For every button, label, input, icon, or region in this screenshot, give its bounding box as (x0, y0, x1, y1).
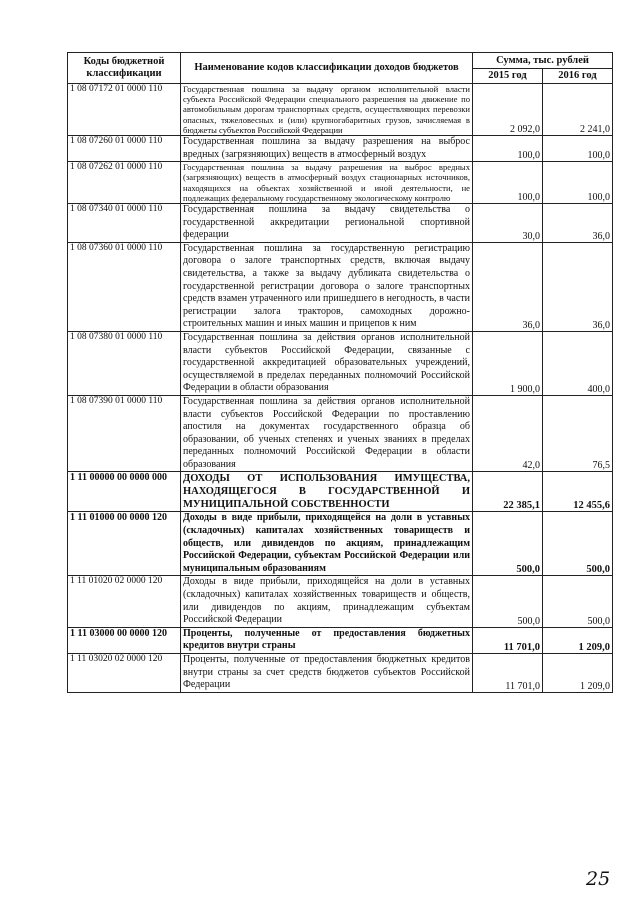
table-row (68, 472, 613, 512)
row-value-2015: 100,0 (473, 136, 543, 162)
row-value-2015: 2 092,0 (473, 84, 543, 136)
table-row (68, 395, 613, 472)
row-value-2015: 11 701,0 (473, 654, 543, 693)
row-code: 1 08 07360 01 0000 110 (68, 242, 181, 331)
table-row (68, 84, 613, 136)
row-code: 1 11 03000 00 0000 120 (68, 627, 181, 653)
row-value-2016: 1 209,0 (543, 627, 613, 653)
header-sum: Сумма, тыс. рублей (473, 53, 613, 69)
row-name: Государственная пошлина за государственную регистрацию договора о залоге транспортных средств, включая выдачу свидетельства, а также за выдачу дубликата свидетельства о государственной регистрации договора о залоге транспортных средств взамен утраченного или пришедшего в негодность, в части регистрации залога тракторов, самоходных дорожно-строительных машин и иных машин и прицепов к ним (181, 242, 473, 331)
row-name: Государственная пошлина за действия органов исполнительной власти субъектов Российской Федерации, связанные с государственной аккредитацией образовательных учреждений, осуществляемой в пределах переданных полномочий Российской Федерации в области образования (181, 331, 473, 395)
row-value-2016: 76,5 (543, 395, 613, 472)
table-row (68, 242, 613, 331)
row-name: Государственная пошлина за выдачу свидетельства о государственной аккредитации региональной спортивной федерации (181, 204, 473, 243)
row-value-2016: 36,0 (543, 242, 613, 331)
row-name: Доходы в виде прибыли, приходящейся на доли в уставных (складочных) капиталах хозяйственных товариществ и обществ, или дивидендов по акциям, принадлежащим Российской Федерации, субъектам Российской Федерации или муниципальным образованиям (181, 512, 473, 576)
table-row (68, 512, 613, 576)
row-code: 1 08 07260 01 0000 110 (68, 136, 181, 162)
table-row (68, 136, 613, 162)
row-value-2016: 2 241,0 (543, 84, 613, 136)
row-code: 1 08 07172 01 0000 110 (68, 84, 181, 136)
row-name: Проценты, полученные от предоставления бюджетных кредитов внутри страны (181, 627, 473, 653)
row-name: Проценты, полученные от предоставления бюджетных кредитов внутри страны за счет средств бюджетов субъектов Российской Федерации (181, 654, 473, 693)
row-code: 1 08 07340 01 0000 110 (68, 204, 181, 243)
row-value-2015: 42,0 (473, 395, 543, 472)
table-row (68, 654, 613, 693)
table-row (68, 162, 613, 204)
header-year-2016: 2016 год (543, 69, 613, 84)
row-value-2016: 400,0 (543, 331, 613, 395)
table-header-row (68, 53, 613, 69)
row-value-2016: 100,0 (543, 136, 613, 162)
row-value-2015: 500,0 (473, 512, 543, 576)
row-value-2015: 11 701,0 (473, 627, 543, 653)
row-value-2016: 36,0 (543, 204, 613, 243)
row-name: Государственная пошлина за выдачу разрешения на выброс вредных (загрязняющих) веществ в атмосферный воздух стационарных источников, находящихся на объектах хозяйственной и иной деятельности, не подлежащих федеральному государственному экологическому контролю (181, 162, 473, 204)
table-row (68, 331, 613, 395)
row-value-2016: 1 209,0 (543, 654, 613, 693)
row-value-2015: 22 385,1 (473, 472, 543, 512)
header-name: Наименование кодов классификации доходов бюджетов (181, 53, 473, 84)
row-code: 1 11 00000 00 0000 000 (68, 472, 181, 512)
row-code: 1 08 07390 01 0000 110 (68, 395, 181, 472)
row-code: 1 11 01020 02 0000 120 (68, 576, 181, 627)
header-code: Коды бюджетной классификации (68, 53, 181, 84)
page-number: 25 (586, 868, 611, 890)
row-code: 1 11 01000 00 0000 120 (68, 512, 181, 576)
row-value-2016: 500,0 (543, 576, 613, 627)
row-name: Доходы в виде прибыли, приходящейся на доли в уставных (складочных) капиталах хозяйственных товариществ и обществ, или дивидендов по акциям, принадлежащим субъектам Российской Федерации (181, 576, 473, 627)
row-name: Государственная пошлина за выдачу разрешения на выброс вредных (загрязняющих) веществ в атмосферный воздух (181, 136, 473, 162)
row-code: 1 08 07380 01 0000 110 (68, 331, 181, 395)
row-value-2015: 100,0 (473, 162, 543, 204)
row-name: ДОХОДЫ ОТ ИСПОЛЬЗОВАНИЯ ИМУЩЕСТВА, НАХОДЯЩЕГОСЯ В ГОСУДАРСТВЕННОЙ И МУНИЦИПАЛЬНОЙ СОБСТВЕННОСТИ (181, 472, 473, 512)
row-code: 1 08 07262 01 0000 110 (68, 162, 181, 204)
row-value-2015: 30,0 (473, 204, 543, 243)
row-value-2015: 36,0 (473, 242, 543, 331)
row-code: 1 11 03020 02 0000 120 (68, 654, 181, 693)
row-value-2016: 100,0 (543, 162, 613, 204)
row-value-2016: 12 455,6 (543, 472, 613, 512)
table-row (68, 576, 613, 627)
row-value-2015: 1 900,0 (473, 331, 543, 395)
row-name: Государственная пошлина за действия органов исполнительной власти субъектов Российской Федерации по проставлению апостиля на документах государственного образца об образовании, об ученых степенях и ученых званиях в пределах переданных полномочий Российской Федерации в области образования (181, 395, 473, 472)
header-year-2015: 2015 год (473, 69, 543, 84)
budget-revenue-table (67, 52, 613, 693)
row-value-2015: 500,0 (473, 576, 543, 627)
table-row (68, 204, 613, 243)
table-row (68, 627, 613, 653)
row-name: Государственная пошлина за выдачу органом исполнительной власти субъекта Российской Федерации специального разрешения на движение по автомобильным дорогам транспортных средств, осуществляющих перевозки опасных, тяжеловесных и (или) крупногабаритных грузов, зачисляемая в бюджеты субъектов Российской Федерации (181, 84, 473, 136)
row-value-2016: 500,0 (543, 512, 613, 576)
